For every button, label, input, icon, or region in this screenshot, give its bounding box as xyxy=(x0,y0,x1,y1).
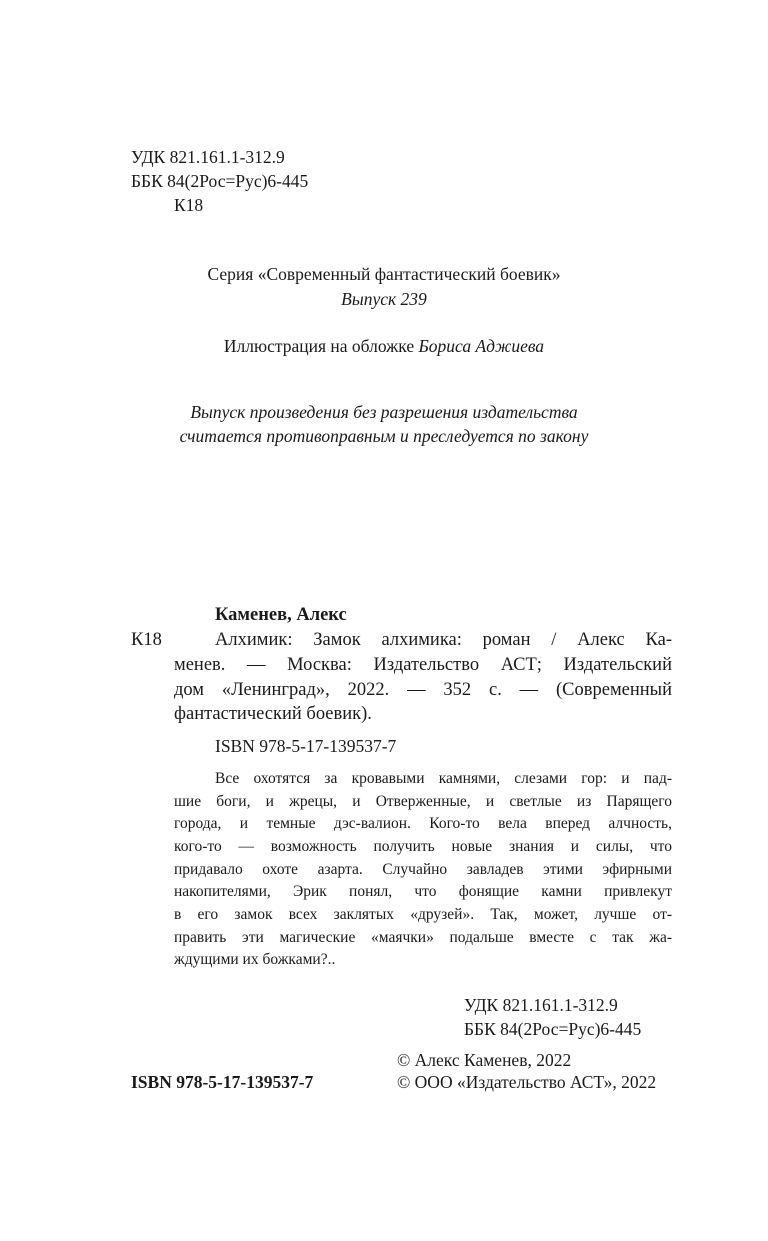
annotation-line: шие боги, и жрецы, и Отверженные, и светлые из Парящего xyxy=(174,793,672,810)
author-heading: Каменев, Алекс xyxy=(215,605,347,625)
annotation-line: придавало охоте азарта. Случайно завладев этими эфирными xyxy=(174,861,672,878)
description-line: менев. — Москва: Издательство АСТ; Издательский xyxy=(174,655,672,675)
description-line: Алхимик: Замок алхимика: роман / Алекс Ка- xyxy=(215,630,672,650)
series-issue: Выпуск 239 xyxy=(341,289,427,309)
annotation-line: править эти магические «маячки» подальше вместе с так жа- xyxy=(174,929,672,946)
udk-code-bottom: УДК 821.161.1-312.9 xyxy=(464,995,618,1015)
copyright-author: © Алекс Каменев, 2022 xyxy=(397,1050,572,1070)
record-isbn: ISBN 978-5-17-139537-7 xyxy=(215,736,397,756)
annotation-line: Все охотятся за кровавыми камнями, слезами гор: и пад- xyxy=(215,770,672,787)
author-sign: К18 xyxy=(174,195,204,215)
annotation-line: города, и темные дэс-валион. Кого-то вела вперед алчность, xyxy=(174,815,672,832)
copyright-publisher: © ООО «Издательство АСТ», 2022 xyxy=(397,1072,657,1092)
udk-code: УДК 821.161.1-312.9 xyxy=(131,147,285,167)
annotation-line: кого-то — возможность получить новые знания и силы, что xyxy=(174,838,672,855)
annotation-line: в его замок всех заклятых «друзей». Так, может, лучше от- xyxy=(174,906,672,923)
isbn-bottom: ISBN 978-5-17-139537-7 xyxy=(131,1072,314,1092)
bbk-code: ББК 84(2Рос=Рус)6-445 xyxy=(131,171,309,191)
legal-notice-line-2: считается противоправным и преследуется по закону xyxy=(179,426,589,446)
illustration-credit xyxy=(0,336,768,357)
description-line: дом «Ленинград», 2022. — 352 с. — (Современный xyxy=(174,680,672,700)
annotation-line: ждущими их божками?.. xyxy=(174,951,336,968)
illustration-artist: Бориса Аджиева xyxy=(418,336,545,356)
description-line: фантастический боевик). xyxy=(174,704,372,724)
bbk-code-bottom: ББК 84(2Рос=Рус)6-445 xyxy=(464,1019,642,1039)
record-sign: К18 xyxy=(131,630,162,650)
series-title: Серия «Современный фантастический боевик» xyxy=(207,264,561,284)
legal-notice-line-1: Выпуск произведения без разрешения издательства xyxy=(190,402,578,422)
illustration-prefix: Иллюстрация на обложке xyxy=(223,336,419,356)
annotation-line: накопителями, Эрик понял, что фонящие камни привлекут xyxy=(174,883,672,900)
